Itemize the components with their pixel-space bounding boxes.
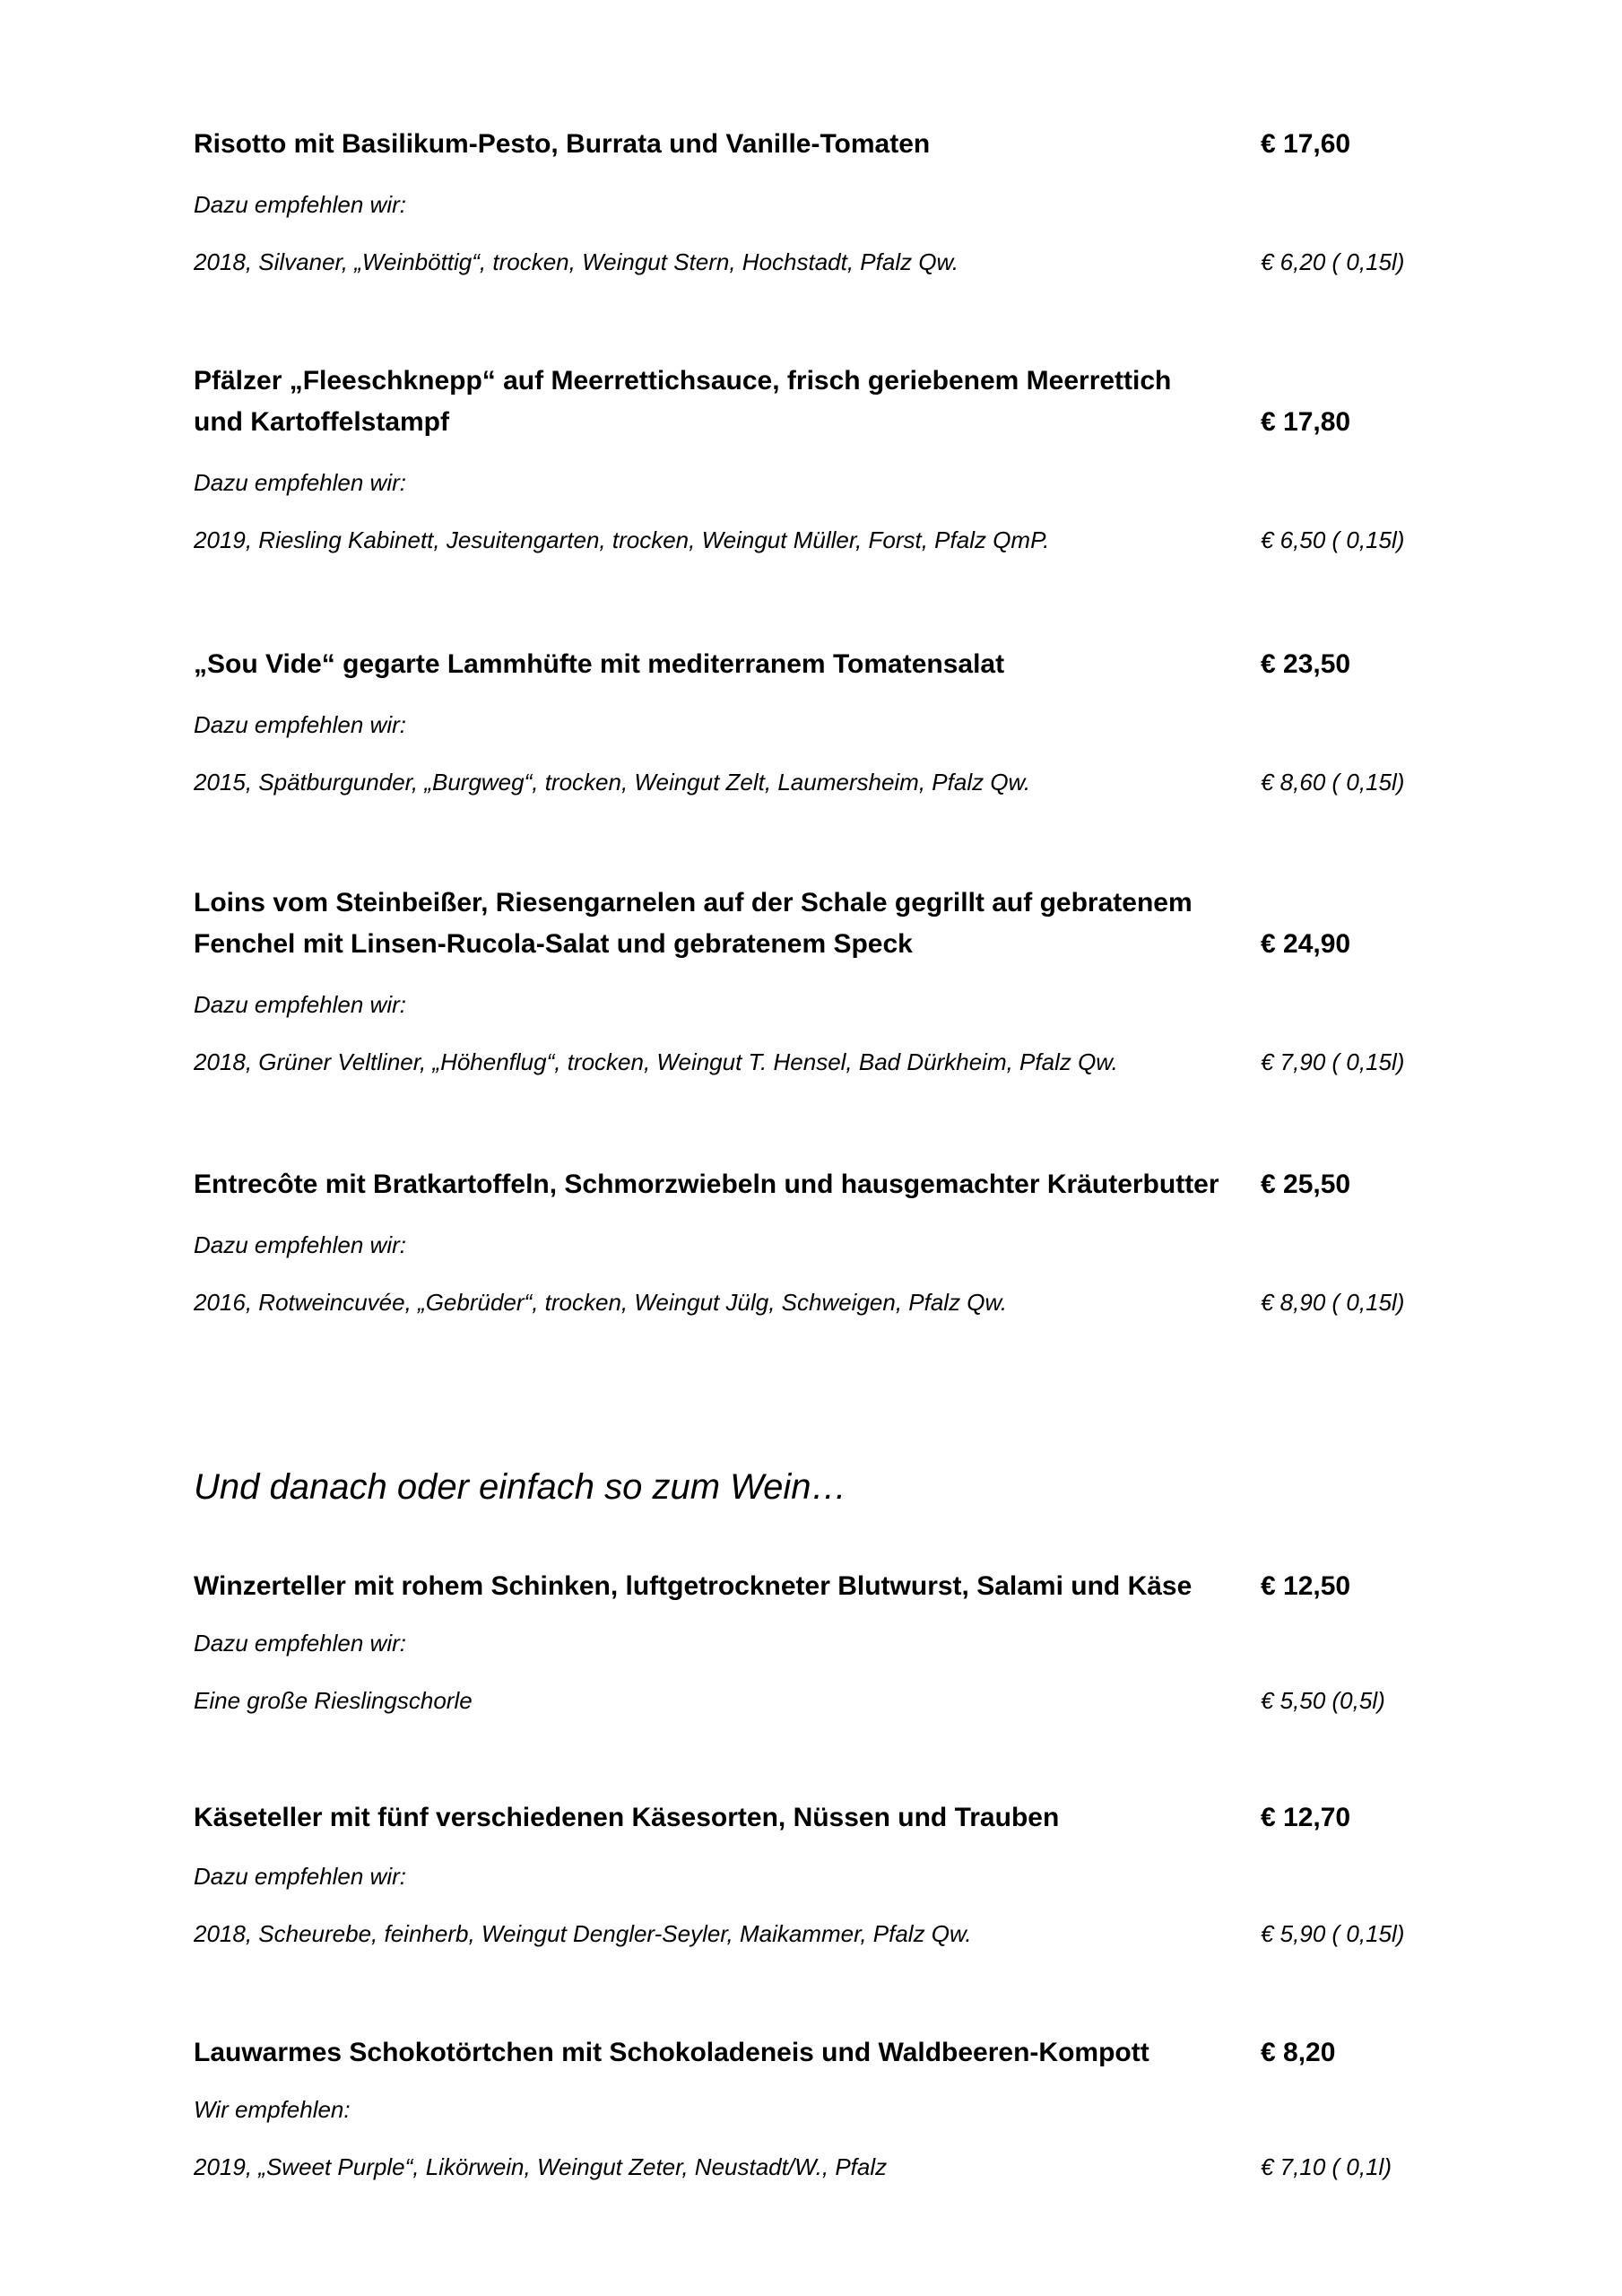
dish-name: Pfälzer „Fleeschknepp“ auf Meerrettichsauce, frisch geriebenem Meerrettich und Kartoffelstampf [194, 366, 1172, 437]
dish-name: Loins vom Steinbeißer, Riesengarnelen auf der Schale gegrillt auf gebratenem Fenchel mit Linsen-Rucola-Salat und gebratenem Speck [194, 888, 1193, 959]
dish-price: € 23,50 [1261, 649, 1351, 679]
wine-pairing: 2016, Rotweincuvée, „Gebrüder“, trocken, Weingut Jülg, Schweigen, Pfalz Qw. [194, 1289, 1008, 1316]
wine-pairing: 2018, Silvaner, „Weinböttig“, trocken, Weingut Stern, Hochstadt, Pfalz Qw. [194, 248, 959, 275]
wine-pairing: 2019, Riesling Kabinett, Jesuitengarten, trocken, Weingut Müller, Forst, Pfalz QmP. [194, 526, 1050, 553]
wine-pairing: 2019, „Sweet Purple“, Likörwein, Weingut Zeter, Neustadt/W., Pfalz [194, 2153, 888, 2180]
wine-pairing: 2018, Grüner Veltliner, „Höhenflug“, trocken, Weingut T. Hensel, Bad Dürkheim, Pfalz Qw. [194, 1048, 1118, 1075]
wine-price: € 5,90 ( 0,15l) [1261, 1920, 1405, 1947]
recommendation-label: Wir empfehlen: [194, 2096, 351, 2123]
section-heading: Und danach oder einfach so zum Wein… [194, 1467, 847, 1507]
wine-price: € 6,50 ( 0,15l) [1261, 526, 1405, 553]
recommendation-label: Dazu empfehlen wir: [194, 1863, 406, 1890]
wine-pairing: 2018, Scheurebe, feinherb, Weingut Dengler-Seyler, Maikammer, Pfalz Qw. [194, 1920, 972, 1947]
wine-price: € 8,90 ( 0,15l) [1261, 1289, 1405, 1316]
dish-price: € 12,70 [1261, 1803, 1351, 1832]
dish-price: € 8,20 [1261, 2038, 1336, 2067]
recommendation-label: Dazu empfehlen wir: [194, 991, 406, 1018]
wine-price: € 5,50 (0,5l) [1261, 1687, 1385, 1714]
dish-name: Risotto mit Basilikum-Pesto, Burrata und Vanille-Tomaten [194, 129, 931, 159]
dish-price: € 12,50 [1261, 1571, 1351, 1601]
wine-pairing: Eine große Rieslingschorle [194, 1687, 473, 1714]
dish-price: € 25,50 [1261, 1170, 1351, 1199]
wine-price: € 7,10 ( 0,1l) [1261, 2153, 1392, 2180]
dish-name: Entrecôte mit Bratkartoffeln, Schmorzwiebeln und hausgemachter Kräuterbutter [194, 1170, 1219, 1199]
wine-price: € 6,20 ( 0,15l) [1261, 248, 1405, 275]
dish-price: € 17,80 [1261, 407, 1351, 437]
dish-price: € 24,90 [1261, 929, 1351, 959]
dish-name: „Sou Vide“ gegarte Lammhüfte mit mediterranem Tomatensalat [194, 649, 1005, 679]
dish-price: € 17,60 [1261, 129, 1351, 159]
dish-name: Käseteller mit fünf verschiedenen Käsesorten, Nüssen und Trauben [194, 1803, 1060, 1832]
dish-name: Winzerteller mit rohem Schinken, luftgetrockneter Blutwurst, Salami und Käse [194, 1571, 1193, 1601]
wine-price: € 7,90 ( 0,15l) [1261, 1048, 1405, 1075]
wine-price: € 8,60 ( 0,15l) [1261, 769, 1405, 796]
recommendation-label: Dazu empfehlen wir: [194, 469, 406, 496]
recommendation-label: Dazu empfehlen wir: [194, 711, 406, 738]
dish-name: Lauwarmes Schokotörtchen mit Schokoladeneis und Waldbeeren-Kompott [194, 2038, 1149, 2067]
recommendation-label: Dazu empfehlen wir: [194, 191, 406, 218]
wine-pairing: 2015, Spätburgunder, „Burgweg“, trocken, Weingut Zelt, Laumersheim, Pfalz Qw. [194, 769, 1031, 796]
recommendation-label: Dazu empfehlen wir: [194, 1231, 406, 1258]
recommendation-label: Dazu empfehlen wir: [194, 1630, 406, 1657]
